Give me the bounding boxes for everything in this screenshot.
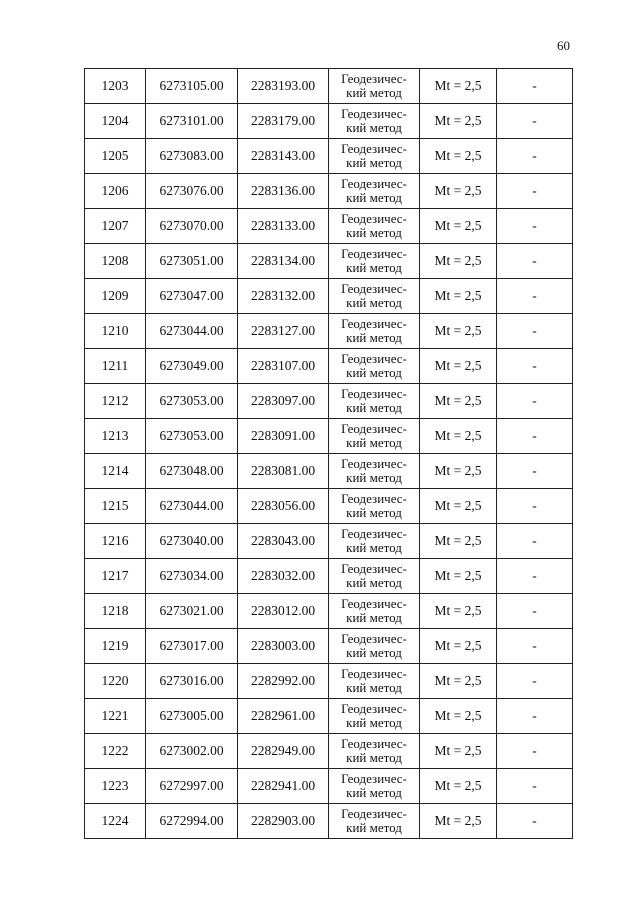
method-line-2: кий метод <box>346 715 402 730</box>
accuracy-cell: Mt = 2,5 <box>420 699 497 734</box>
y-coordinate-cell: 2283134.00 <box>238 244 329 279</box>
x-coordinate-cell: 6273048.00 <box>146 454 238 489</box>
y-coordinate-cell: 2283003.00 <box>238 629 329 664</box>
x-coordinate-cell: 6273053.00 <box>146 419 238 454</box>
table-row <box>85 349 573 384</box>
y-coordinate-cell: 2282992.00 <box>238 664 329 699</box>
y-coordinate-cell: 2283032.00 <box>238 559 329 594</box>
accuracy-cell: Mt = 2,5 <box>420 69 497 104</box>
method-line-1: Геодезичес- <box>341 596 407 611</box>
accuracy-cell: Mt = 2,5 <box>420 454 497 489</box>
note-cell: - <box>497 279 573 314</box>
method-line-2: кий метод <box>346 575 402 590</box>
point-number-cell: 1216 <box>85 524 146 559</box>
method-line-2: кий метод <box>346 260 402 275</box>
x-coordinate-cell: 6272994.00 <box>146 804 238 839</box>
y-coordinate-cell: 2283081.00 <box>238 454 329 489</box>
method-cell <box>329 734 420 769</box>
method-line-1: Геодезичес- <box>341 701 407 716</box>
y-coordinate-cell: 2283143.00 <box>238 139 329 174</box>
accuracy-cell: Mt = 2,5 <box>420 419 497 454</box>
x-coordinate-cell: 6273005.00 <box>146 699 238 734</box>
method-line-2: кий метод <box>346 540 402 555</box>
table-row <box>85 69 573 104</box>
method-cell <box>329 174 420 209</box>
x-coordinate-cell: 6273051.00 <box>146 244 238 279</box>
point-number-cell: 1203 <box>85 69 146 104</box>
note-cell: - <box>497 489 573 524</box>
note-cell: - <box>497 419 573 454</box>
note-cell: - <box>497 104 573 139</box>
table-row <box>85 384 573 419</box>
accuracy-cell: Mt = 2,5 <box>420 769 497 804</box>
point-number-cell: 1212 <box>85 384 146 419</box>
method-line-2: кий метод <box>346 645 402 660</box>
method-line-1: Геодезичес- <box>341 736 407 751</box>
table-row <box>85 454 573 489</box>
table-row <box>85 489 573 524</box>
note-cell: - <box>497 734 573 769</box>
table-row <box>85 139 573 174</box>
x-coordinate-cell: 6273053.00 <box>146 384 238 419</box>
table-row <box>85 629 573 664</box>
y-coordinate-cell: 2282941.00 <box>238 769 329 804</box>
method-cell <box>329 349 420 384</box>
note-cell: - <box>497 209 573 244</box>
method-line-2: кий метод <box>346 680 402 695</box>
y-coordinate-cell: 2282961.00 <box>238 699 329 734</box>
method-cell <box>329 769 420 804</box>
method-line-1: Геодезичес- <box>341 526 407 541</box>
y-coordinate-cell: 2283107.00 <box>238 349 329 384</box>
method-line-1: Геодезичес- <box>341 351 407 366</box>
accuracy-cell: Mt = 2,5 <box>420 664 497 699</box>
method-cell <box>329 489 420 524</box>
x-coordinate-cell: 6273040.00 <box>146 524 238 559</box>
point-number-cell: 1218 <box>85 594 146 629</box>
method-cell <box>329 314 420 349</box>
x-coordinate-cell: 6273044.00 <box>146 314 238 349</box>
y-coordinate-cell: 2282903.00 <box>238 804 329 839</box>
method-line-1: Геодезичес- <box>341 246 407 261</box>
y-coordinate-cell: 2283043.00 <box>238 524 329 559</box>
x-coordinate-cell: 6273021.00 <box>146 594 238 629</box>
method-line-2: кий метод <box>346 820 402 835</box>
method-cell <box>329 139 420 174</box>
table-row <box>85 174 573 209</box>
method-line-1: Геодезичес- <box>341 491 407 506</box>
accuracy-cell: Mt = 2,5 <box>420 594 497 629</box>
method-line-1: Геодезичес- <box>341 141 407 156</box>
note-cell: - <box>497 174 573 209</box>
method-line-2: кий метод <box>346 295 402 310</box>
method-line-2: кий метод <box>346 330 402 345</box>
table-row <box>85 699 573 734</box>
accuracy-cell: Mt = 2,5 <box>420 349 497 384</box>
note-cell: - <box>497 349 573 384</box>
accuracy-cell: Mt = 2,5 <box>420 559 497 594</box>
x-coordinate-cell: 6273105.00 <box>146 69 238 104</box>
point-number-cell: 1213 <box>85 419 146 454</box>
x-coordinate-cell: 6273034.00 <box>146 559 238 594</box>
method-cell <box>329 419 420 454</box>
method-cell <box>329 559 420 594</box>
method-line-1: Геодезичес- <box>341 316 407 331</box>
method-line-1: Геодезичес- <box>341 806 407 821</box>
x-coordinate-cell: 6273101.00 <box>146 104 238 139</box>
point-number-cell: 1208 <box>85 244 146 279</box>
method-line-1: Геодезичес- <box>341 211 407 226</box>
method-cell <box>329 454 420 489</box>
method-cell <box>329 804 420 839</box>
point-number-cell: 1219 <box>85 629 146 664</box>
method-line-2: кий метод <box>346 610 402 625</box>
point-number-cell: 1222 <box>85 734 146 769</box>
method-line-2: кий метод <box>346 120 402 135</box>
accuracy-cell: Mt = 2,5 <box>420 734 497 769</box>
method-line-2: кий метод <box>346 435 402 450</box>
method-line-2: кий метод <box>346 785 402 800</box>
page-number: 60 <box>557 38 570 53</box>
table-row <box>85 279 573 314</box>
x-coordinate-cell: 6272997.00 <box>146 769 238 804</box>
x-coordinate-cell: 6273070.00 <box>146 209 238 244</box>
note-cell: - <box>497 594 573 629</box>
point-number-cell: 1217 <box>85 559 146 594</box>
y-coordinate-cell: 2282949.00 <box>238 734 329 769</box>
note-cell: - <box>497 314 573 349</box>
accuracy-cell: Mt = 2,5 <box>420 279 497 314</box>
method-cell <box>329 104 420 139</box>
method-cell <box>329 699 420 734</box>
method-line-1: Геодезичес- <box>341 106 407 121</box>
accuracy-cell: Mt = 2,5 <box>420 314 497 349</box>
accuracy-cell: Mt = 2,5 <box>420 139 497 174</box>
point-number-cell: 1206 <box>85 174 146 209</box>
point-number-cell: 1207 <box>85 209 146 244</box>
method-line-2: кий метод <box>346 470 402 485</box>
accuracy-cell: Mt = 2,5 <box>420 174 497 209</box>
method-cell <box>329 594 420 629</box>
coordinates-table-body <box>85 69 573 839</box>
method-line-1: Геодезичес- <box>341 771 407 786</box>
note-cell: - <box>497 384 573 419</box>
accuracy-cell: Mt = 2,5 <box>420 804 497 839</box>
method-line-2: кий метод <box>346 155 402 170</box>
note-cell: - <box>497 454 573 489</box>
point-number-cell: 1211 <box>85 349 146 384</box>
accuracy-cell: Mt = 2,5 <box>420 104 497 139</box>
accuracy-cell: Mt = 2,5 <box>420 524 497 559</box>
x-coordinate-cell: 6273002.00 <box>146 734 238 769</box>
method-cell <box>329 629 420 664</box>
accuracy-cell: Mt = 2,5 <box>420 629 497 664</box>
method-cell <box>329 279 420 314</box>
y-coordinate-cell: 2283193.00 <box>238 69 329 104</box>
table-row <box>85 244 573 279</box>
method-line-2: кий метод <box>346 400 402 415</box>
table-row <box>85 664 573 699</box>
method-line-1: Геодезичес- <box>341 71 407 86</box>
note-cell: - <box>497 69 573 104</box>
point-number-cell: 1223 <box>85 769 146 804</box>
note-cell: - <box>497 699 573 734</box>
y-coordinate-cell: 2283132.00 <box>238 279 329 314</box>
method-cell <box>329 244 420 279</box>
method-line-2: кий метод <box>346 225 402 240</box>
method-line-2: кий метод <box>346 365 402 380</box>
method-line-2: кий метод <box>346 750 402 765</box>
table-row <box>85 804 573 839</box>
note-cell: - <box>497 524 573 559</box>
point-number-cell: 1221 <box>85 699 146 734</box>
table-row <box>85 559 573 594</box>
point-number-cell: 1224 <box>85 804 146 839</box>
table-row <box>85 419 573 454</box>
note-cell: - <box>497 769 573 804</box>
note-cell: - <box>497 139 573 174</box>
x-coordinate-cell: 6273016.00 <box>146 664 238 699</box>
note-cell: - <box>497 804 573 839</box>
accuracy-cell: Mt = 2,5 <box>420 384 497 419</box>
y-coordinate-cell: 2283056.00 <box>238 489 329 524</box>
note-cell: - <box>497 664 573 699</box>
point-number-cell: 1220 <box>85 664 146 699</box>
table-row <box>85 314 573 349</box>
y-coordinate-cell: 2283091.00 <box>238 419 329 454</box>
table-row <box>85 769 573 804</box>
method-line-1: Геодезичес- <box>341 631 407 646</box>
method-cell <box>329 524 420 559</box>
y-coordinate-cell: 2283133.00 <box>238 209 329 244</box>
table-row <box>85 594 573 629</box>
coordinates-table <box>84 68 573 839</box>
method-line-1: Геодезичес- <box>341 456 407 471</box>
x-coordinate-cell: 6273047.00 <box>146 279 238 314</box>
y-coordinate-cell: 2283179.00 <box>238 104 329 139</box>
y-coordinate-cell: 2283127.00 <box>238 314 329 349</box>
y-coordinate-cell: 2283012.00 <box>238 594 329 629</box>
note-cell: - <box>497 629 573 664</box>
method-line-1: Геодезичес- <box>341 176 407 191</box>
point-number-cell: 1215 <box>85 489 146 524</box>
point-number-cell: 1209 <box>85 279 146 314</box>
y-coordinate-cell: 2283097.00 <box>238 384 329 419</box>
method-line-1: Геодезичес- <box>341 666 407 681</box>
point-number-cell: 1205 <box>85 139 146 174</box>
method-cell <box>329 384 420 419</box>
table-row <box>85 104 573 139</box>
method-line-1: Геодезичес- <box>341 561 407 576</box>
table-row <box>85 209 573 244</box>
x-coordinate-cell: 6273083.00 <box>146 139 238 174</box>
accuracy-cell: Mt = 2,5 <box>420 209 497 244</box>
method-line-2: кий метод <box>346 85 402 100</box>
method-cell <box>329 209 420 244</box>
note-cell: - <box>497 244 573 279</box>
accuracy-cell: Mt = 2,5 <box>420 489 497 524</box>
accuracy-cell: Mt = 2,5 <box>420 244 497 279</box>
method-line-2: кий метод <box>346 505 402 520</box>
point-number-cell: 1204 <box>85 104 146 139</box>
y-coordinate-cell: 2283136.00 <box>238 174 329 209</box>
method-line-1: Геодезичес- <box>341 386 407 401</box>
x-coordinate-cell: 6273044.00 <box>146 489 238 524</box>
note-cell: - <box>497 559 573 594</box>
method-line-1: Геодезичес- <box>341 281 407 296</box>
point-number-cell: 1214 <box>85 454 146 489</box>
method-cell <box>329 69 420 104</box>
x-coordinate-cell: 6273049.00 <box>146 349 238 384</box>
point-number-cell: 1210 <box>85 314 146 349</box>
table-row <box>85 524 573 559</box>
method-cell <box>329 664 420 699</box>
method-line-1: Геодезичес- <box>341 421 407 436</box>
table-row <box>85 734 573 769</box>
x-coordinate-cell: 6273017.00 <box>146 629 238 664</box>
x-coordinate-cell: 6273076.00 <box>146 174 238 209</box>
method-line-2: кий метод <box>346 190 402 205</box>
